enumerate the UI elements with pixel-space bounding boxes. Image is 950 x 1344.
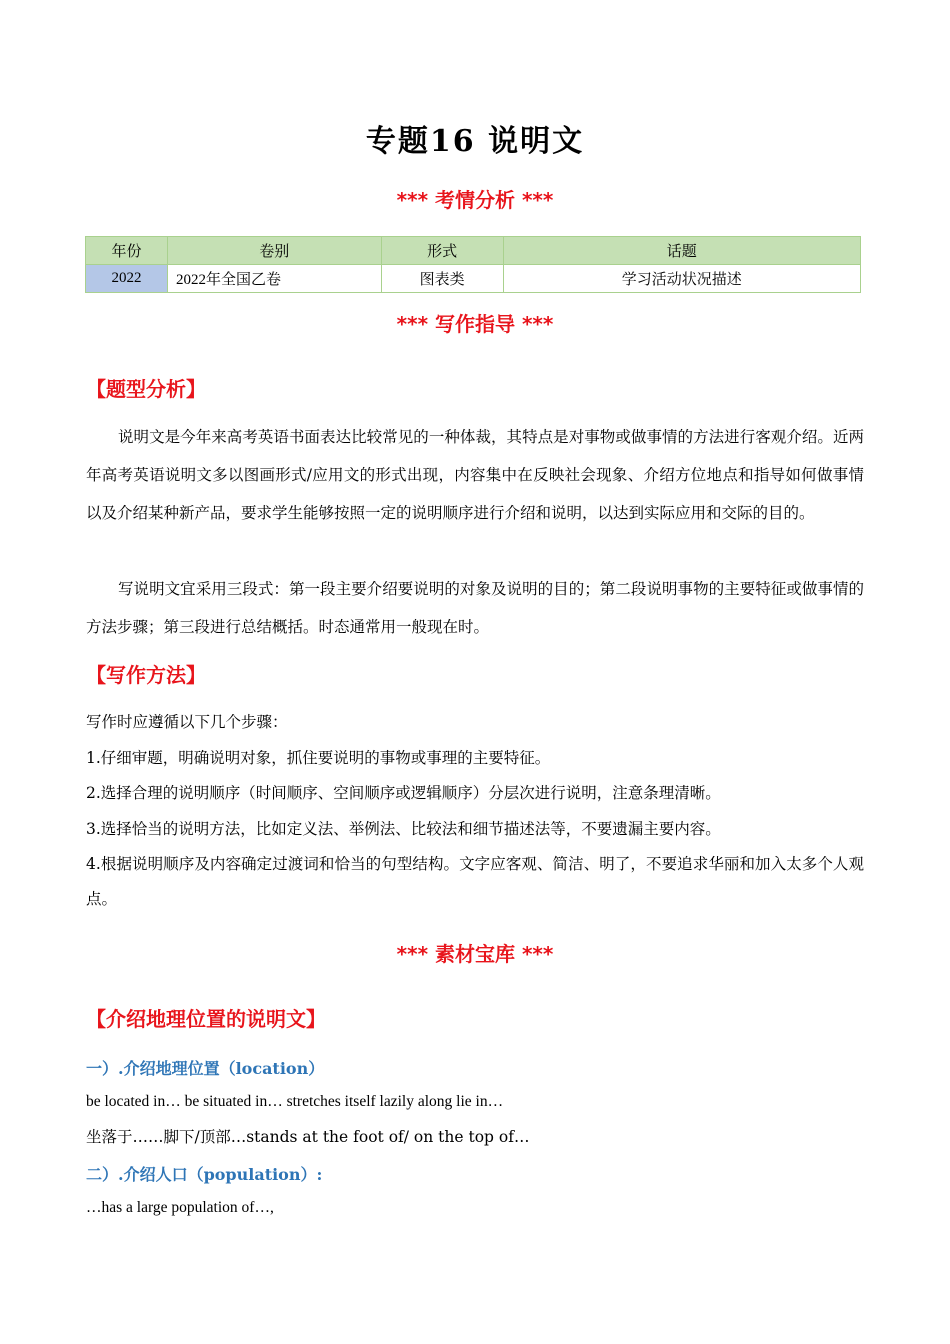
writing-step-3: 3.选择恰当的说明方法，比如定义法、举例法、比较法和细节描述法等，不要遗漏主要内容。 <box>86 820 721 838</box>
table-header-cell: 卷别 <box>167 237 381 265</box>
table-cell-form: 图表类 <box>381 265 503 293</box>
table-header-cell: 话题 <box>503 237 861 265</box>
table-header-row <box>86 237 861 265</box>
section-writing-guide: *** 写作指导 *** <box>396 312 554 336</box>
table-header-cell: 年份 <box>86 237 168 265</box>
location-phrases-en: be located in… be situated in… stretches itself lazily along lie in… <box>86 1093 504 1110</box>
section-exam-analysis: *** 考情分析 *** <box>396 188 554 212</box>
subheading-location: 一）.介绍地理位置（location） <box>86 1059 325 1078</box>
table-cell-year: 2022 <box>86 265 168 293</box>
heading-type-analysis: 【题型分析】 <box>86 377 206 401</box>
population-phrase: …has a large population of…, <box>86 1199 274 1216</box>
writing-method-intro: 写作时应遵循以下几个步骤： <box>86 713 288 731</box>
page-title: 专题16 说明文 <box>365 124 585 159</box>
location-phrases-mixed: 坐落于……脚下/顶部…stands at the foot of/ on the top of… <box>86 1128 530 1146</box>
exam-info-table <box>85 236 861 293</box>
paragraph-type-analysis-2: 写说明文宜采用三段式：第一段主要介绍要说明的对象及说明的目的；第二段说明事物的主要特征或做事情的方法步骤；第三段进行总结概括。时态通常用一般现在时。 <box>86 580 864 636</box>
section-materials: *** 素材宝库 *** <box>396 942 554 966</box>
table-row <box>86 265 861 293</box>
writing-step-1: 1.仔细审题，明确说明对象，抓住要说明的事物或事理的主要特征。 <box>86 749 551 767</box>
table-cell-paper: 2022年全国乙卷 <box>167 265 381 293</box>
writing-step-4: 4.根据说明顺序及内容确定过渡词和恰当的句型结构。文字应客观、简洁、明了，不要追求华丽和加入太多个人观点。 <box>86 855 864 908</box>
table-header-cell: 形式 <box>381 237 503 265</box>
heading-writing-method: 【写作方法】 <box>86 663 206 687</box>
table-cell-topic: 学习活动状况描述 <box>503 265 861 293</box>
subheading-population: 二）.介绍人口（population）: <box>86 1165 323 1184</box>
heading-location-essay: 【介绍地理位置的说明文】 <box>86 1007 326 1031</box>
writing-step-2: 2.选择合理的说明顺序（时间顺序、空间顺序或逻辑顺序）分层次进行说明，注意条理清晰。 <box>86 784 721 802</box>
paragraph-type-analysis-1: 说明文是今年来高考英语书面表达比较常见的一种体裁，其特点是对事物或做事情的方法进行客观介绍。近两年高考英语说明文多以图画形式/应用文的形式出现，内容集中在反映社会现象、介绍方位地点和指导如何做事情以及介绍某种新产品，要求学生能够按照一定的说明顺序进行介绍和说明，以达到实际应用和交际的目的。 <box>86 428 864 522</box>
